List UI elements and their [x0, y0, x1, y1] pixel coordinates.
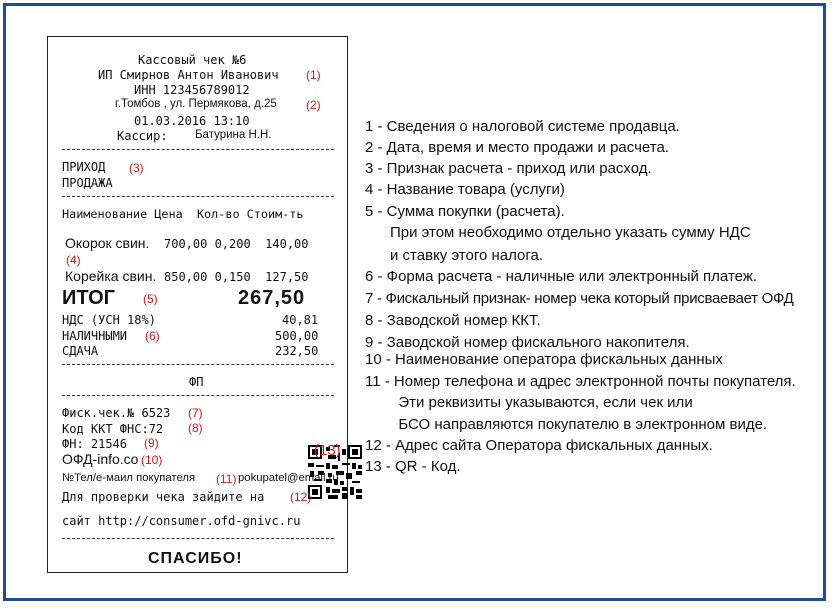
marker-7: (7) — [188, 406, 203, 420]
phone-label: №Тел/e-маил покупателя — [62, 472, 196, 484]
sale-type: ПРОДАЖА — [62, 176, 113, 190]
legend-item: 12 - Адрес сайта Оператора фискальных данных. — [365, 437, 713, 454]
fiscal-check-number: Фиск.чек.№ 6523 — [62, 406, 171, 420]
legend-item: 7 - Фискальный признак- номер чека который присваевает ОФД — [365, 290, 794, 307]
marker-4: (4) — [66, 253, 81, 267]
vat-label: НДС (УСН 18%) — [62, 313, 156, 327]
vat-value: 40,81 — [282, 313, 319, 327]
legend-item: 1 - Сведения о налоговой системе продавца. — [365, 118, 680, 135]
seller-address: г.Томбов , ул. Пермякова, д.25 — [115, 98, 277, 110]
item-values: 850,00 0,150 127,50 — [164, 270, 309, 284]
legend-item: 5 - Сумма покупки (расчета). — [365, 203, 565, 220]
check-instruction: Для проверки чека зайдите на — [62, 490, 265, 504]
marker-3: (3) — [129, 161, 144, 175]
marker-12: (12) — [290, 490, 312, 504]
marker-10: (10) — [141, 453, 163, 467]
marker-5: (5) — [143, 292, 158, 306]
total-value: 267,50 — [238, 287, 306, 309]
legend-item: Эти реквизиты указываются, если чек или — [365, 394, 693, 411]
legend-item: 8 - Заводской номер ККТ. — [365, 312, 541, 329]
divider — [62, 149, 334, 150]
kkt-code: Код ККТ ФНС:72 — [62, 422, 164, 436]
item-name: Окорок свин. — [65, 235, 150, 251]
legend-item: 13 - QR - Код. — [365, 458, 461, 475]
cashier-name: Батурина Н.Н. — [195, 129, 272, 141]
cashier-label: Кассир: — [117, 129, 168, 143]
marker-13: (13) — [314, 442, 341, 459]
item-values: 700,00 0,200 140,00 — [164, 237, 309, 251]
legend-item: и ставку этого налога. — [365, 247, 544, 264]
buyer-email: pokupatel@email.ru — [238, 472, 339, 484]
seller-inn: ИНН 123456789012 — [134, 83, 250, 97]
ofd-name: ОФД-info.co — [62, 451, 139, 467]
marker-2: (2) — [306, 98, 321, 112]
legend-item: 4 - Название товара (услуги) — [365, 181, 565, 198]
legend-item: При этом необходимо отдельно указать сумму НДС — [365, 224, 751, 241]
divider — [62, 196, 334, 197]
divider — [62, 538, 334, 539]
divider — [62, 395, 334, 396]
total-label: ИТОГ — [62, 287, 115, 309]
sale-datetime: 01.03.2016 13:10 — [134, 114, 250, 128]
marker-8: (8) — [188, 421, 203, 435]
columns-header: Наименование Цена Кол-во Стоим-ть — [62, 207, 304, 221]
marker-11: (11) — [216, 472, 237, 486]
fn-number: ФН: 21546 — [62, 437, 128, 451]
ofd-site: сайт http://consumer.ofd-gnivc.ru — [62, 514, 301, 528]
seller-name: ИП Смирнов Антон Иванович — [98, 68, 279, 82]
calc-type: ПРИХОД — [62, 160, 106, 174]
legend-item: 3 - Признак расчета - приход или расход. — [365, 160, 652, 177]
item-name: Корейка свин. — [65, 268, 157, 284]
change-value: 232,50 — [275, 344, 319, 358]
marker-6: (6) — [145, 329, 160, 343]
marker-9: (9) — [144, 436, 159, 450]
receipt-title: Кассовый чек №6 — [138, 53, 247, 67]
thanks-text: СПАСИБО! — [148, 550, 243, 567]
legend-item: 6 - Форма расчета - наличные или электронный платеж. — [365, 268, 758, 285]
divider — [62, 364, 334, 365]
legend-item: 10 - Наименование оператора фискальных данных — [365, 351, 723, 368]
receipt — [47, 36, 348, 573]
marker-1: (1) — [306, 68, 321, 82]
legend-item: 2 - Дата, время и место продажи и расчета. — [365, 139, 669, 156]
legend-item: БСО направляются покупателю в электронном виде. — [365, 416, 768, 433]
legend-item: 11 - Номер телефона и адрес электронной почты покупателя. — [365, 373, 796, 390]
fp-label: ФП — [189, 375, 204, 389]
cash-label: НАЛИЧНЫМИ — [62, 329, 128, 343]
change-label: СДАЧА — [62, 344, 99, 358]
legend-item: 9 - Заводской номер фискального накопителя. — [365, 334, 690, 351]
cash-value: 500,00 — [275, 329, 319, 343]
